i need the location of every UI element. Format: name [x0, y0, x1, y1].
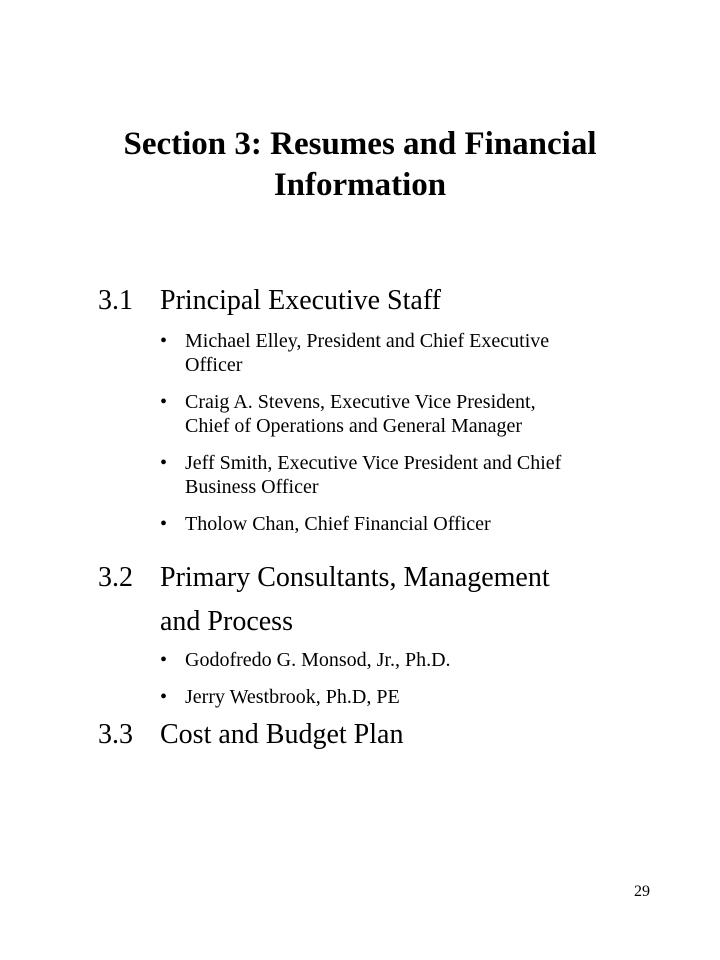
bullet-icon: •: [160, 686, 168, 708]
section-3-1-bullet-list: [160, 329, 660, 549]
bullet-item-jeff-smith: [160, 451, 660, 499]
section-3-3-number: 3.3: [98, 719, 133, 750]
section-3-1-number: 3.1: [98, 285, 133, 316]
bullet-text-line: Chief of Operations and General Manager: [185, 415, 523, 437]
bullet-text-line: Business Officer: [185, 476, 319, 498]
page-title-line-1: Section 3: Resumes and Financial: [123, 126, 597, 162]
bullet-icon: •: [160, 330, 168, 352]
bullet-text-line: Officer: [185, 354, 243, 376]
bullet-item-godofredo-monsod: [160, 648, 660, 672]
bullet-text-line: Michael Elley, President and Chief Executive: [185, 330, 550, 352]
bullet-item-jerry-westbrook: [160, 685, 660, 709]
section-3-1-title: Principal Executive Staff: [160, 285, 441, 316]
page-title-line-2: Information: [273, 167, 447, 203]
section-3-2-number: 3.2: [98, 562, 133, 593]
section-3-2-bullet-list: [160, 648, 660, 722]
bullet-item-craig-stevens: [160, 390, 660, 438]
bullet-text-line: Jeff Smith, Executive Vice President and Chief: [185, 452, 562, 474]
bullet-text-line: Craig A. Stevens, Executive Vice President,: [185, 391, 536, 413]
bullet-item-tholow-chan: [160, 512, 660, 536]
section-3-2-title: [160, 556, 550, 644]
page-title: [60, 124, 660, 206]
section-3-2-title-line-2: and Process: [160, 606, 293, 637]
section-3-2-title-line-1: Primary Consultants, Management: [160, 562, 550, 593]
bullet-text-line: Tholow Chan, Chief Financial Officer: [185, 513, 491, 535]
page-number: 29: [634, 883, 650, 900]
bullet-icon: •: [160, 649, 168, 671]
section-3-3-title: Cost and Budget Plan: [160, 719, 404, 750]
bullet-item-michael-elley: [160, 329, 660, 377]
bullet-text-line: Godofredo G. Monsod, Jr., Ph.D.: [185, 649, 451, 671]
bullet-icon: •: [160, 391, 168, 413]
bullet-icon: •: [160, 513, 168, 535]
bullet-text-line: Jerry Westbrook, Ph.D, PE: [185, 686, 400, 708]
bullet-icon: •: [160, 452, 168, 474]
